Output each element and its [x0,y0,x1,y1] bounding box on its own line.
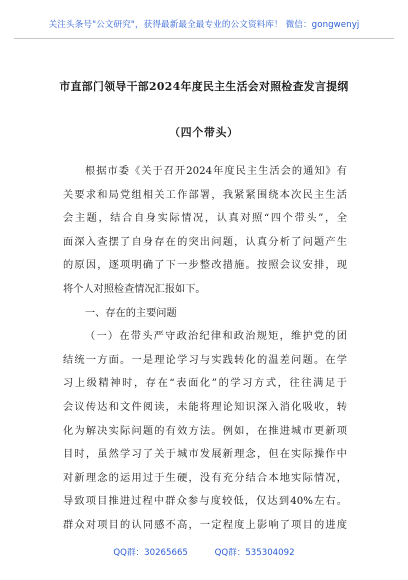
paragraph-line: 目时，虽然学习了关于城市发展新理念，但在实际操作中 [63,449,347,461]
qq-group-2: QQ群：535304092 [214,548,295,558]
paragraph-line: 面深入查摆了自身存在的突出问题，认真分析了问题产生 [63,236,347,248]
promo-header-text: 关注头条号"公文研究"，获得最新最全最专业的公文资料库！ 微信：gongwenyj [48,20,360,30]
header-divider [14,38,394,39]
document-body [63,160,347,538]
promo-footer [0,546,408,558]
paragraph-line: 将个人对照检查情况汇报如下。 [63,283,206,295]
qq-group-1: QQ群：30265665 [113,548,188,558]
promo-header [14,18,394,30]
section-heading: 一、存在的主要问题 [85,307,177,319]
paragraph-line: 对新理念的运用过于生硬，没有充分结合本地实际情况， [63,472,347,484]
paragraph-line: 根据市委《关于召开2024年度民主生活会的通知》有 [85,166,347,177]
document-title: 市直部门领导干部2024年度民主生活会对照检查发言提纲 [59,80,349,93]
document-subtitle: （四个带头） [169,126,239,139]
paragraph-line: 会议传达和文件阅读，未能将理论知识深入消化吸收，转 [63,401,347,413]
paragraph-line: 会主题，结合自身实际情况，认真对照“四个带头”，全 [63,213,347,225]
paragraph-line: 导致项目推进过程中群众参与度较低，仅达到40%左右。 [63,496,347,508]
paragraph-line: 的原因，逐项明确了下一步整改措施。按照会议安排，现 [63,260,347,272]
paragraph-line: （一）在带头严守政治纪律和政治规矩，维护党的团 [85,331,347,343]
paragraph-line: 结统一方面。一是理论学习与实践转化的温差问题。在学 [63,354,347,366]
paragraph-line: 关要求和局党组相关工作部署，我紧紧围绕本次民主生活 [63,189,347,201]
paragraph-line: 化为解决实际问题的有效方法。例如，在推进城市更新项 [63,425,347,437]
paragraph-line: 群众对项目的认同感不高，一定程度上影响了项目的进度 [63,519,347,531]
paragraph-line: 习上级精神时，存在“表面化”的学习方式，往往满足于 [63,378,347,390]
